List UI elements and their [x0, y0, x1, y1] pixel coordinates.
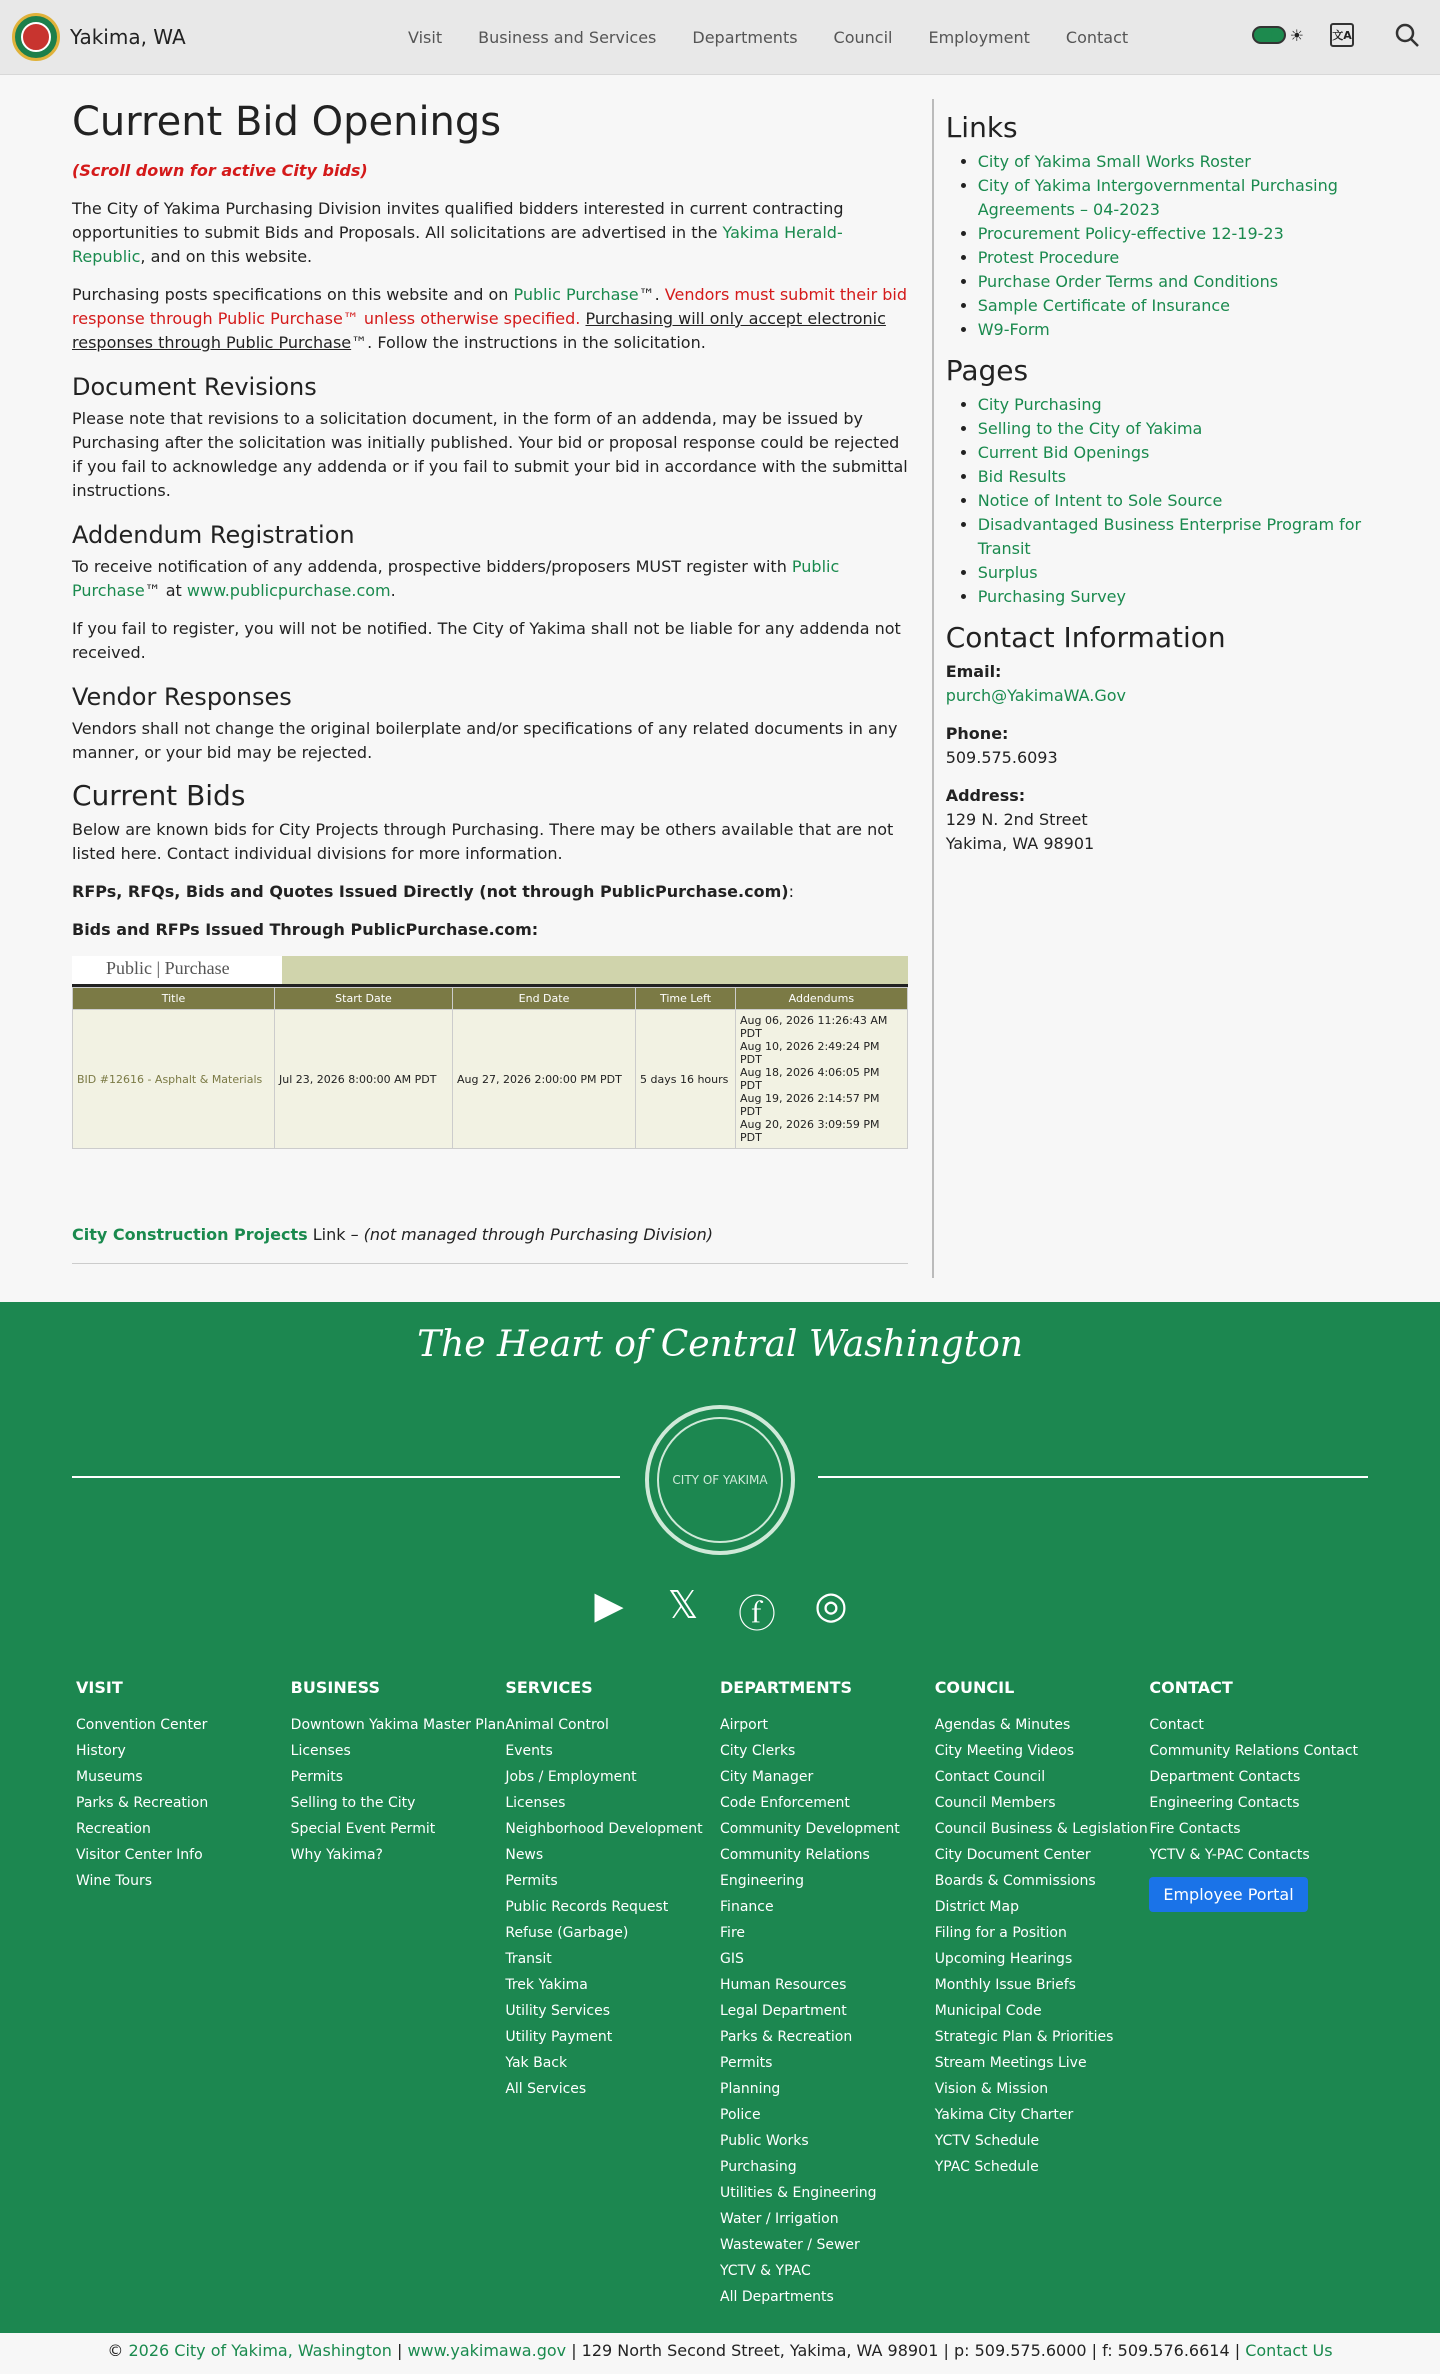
footer-link[interactable]: Licenses — [290, 1743, 351, 1759]
footer-link[interactable]: Recreation — [76, 1821, 151, 1837]
register-warning: If you fail to register, you will not be notified. The City of Yakima shall not be liable for any addenda not received. — [72, 619, 901, 662]
footer-link[interactable]: City Document Center — [934, 1847, 1091, 1863]
page-title: Current Bid Openings — [72, 99, 502, 145]
footer-link[interactable]: Contact Council — [934, 1769, 1046, 1785]
footer-link[interactable]: Permits — [290, 1769, 344, 1785]
list-item: • Disadvantaged Business Enterprise Program for Transit — [978, 513, 1368, 561]
pages-heading: Pages — [945, 354, 1029, 387]
email-block: Email: purch@YakimaWA.Gov — [945, 662, 1126, 705]
intro-paragraph: The City of Yakima Purchasing Division invites qualified bidders interested in current contracting opportunities to submit Bids and Proposals. All solicitations are advertised in the Yakima Herald-Republic, and on this website. — [72, 199, 844, 266]
rfp-publicpurchase: Bids and RFPs Issued Through PublicPurchase.com: — [72, 920, 539, 939]
footer-link[interactable]: Community Relations Contact — [1149, 1743, 1359, 1759]
public-purchase-widget-header — [72, 956, 908, 984]
theme-toggle[interactable] — [1252, 26, 1286, 44]
footer-link[interactable]: Trek Yakima — [505, 1977, 588, 1993]
footer-link[interactable]: YCTV & Y-PAC Contacts — [1149, 1847, 1310, 1863]
footer-link[interactable]: Purchasing — [720, 2159, 797, 2175]
current-bids-text: Below are known bids for City Projects through Purchasing. There may be others available that are not listed here. Contact individual divisions for more information. — [72, 820, 894, 863]
website-link[interactable]: www.yakimawa.gov — [407, 2341, 567, 2360]
site-header — [0, 0, 1440, 75]
footer-link[interactable]: Jobs / Employment — [505, 1769, 637, 1785]
footer-link[interactable]: Department Contacts — [1149, 1769, 1301, 1785]
footer-link[interactable]: Agendas & Minutes — [934, 1717, 1071, 1733]
instagram-icon[interactable]: ◎ — [814, 1583, 848, 1627]
footer-col-business: BUSINESS Downtown Yakima Master Plan Licenses Permits Selling to the City Special Event Permit Why Yakima? — [290, 1678, 506, 1863]
footer-link[interactable]: Events — [505, 1743, 553, 1759]
footer-link[interactable]: Airport — [720, 1717, 768, 1733]
list-item: • Purchasing Survey — [978, 585, 1368, 609]
site-footer — [0, 1302, 1440, 2374]
footer-link[interactable]: Community Development — [720, 1821, 900, 1837]
footer-link[interactable]: Municipal Code — [934, 2003, 1042, 2019]
footer-link[interactable]: Museums — [76, 1769, 143, 1785]
bid-start: Jul 23, 2026 8:00:00 AM PDT — [275, 1010, 453, 1149]
rfp-direct: RFPs, RFQs, Bids and Quotes Issued Directly (not through PublicPurchase.com): — [72, 882, 794, 901]
facebook-icon[interactable]: ⓕ — [737, 1592, 776, 1636]
content — [72, 99, 920, 1278]
tagline: The Heart of Central Washington — [417, 1324, 1023, 1365]
public-purchase-logo: Public | Purchase — [72, 956, 282, 984]
footer-link[interactable]: Legal Department — [720, 2003, 847, 2019]
footer-link[interactable]: Permits — [720, 2055, 773, 2071]
footer-link[interactable]: Filing for a Position — [934, 1925, 1067, 1941]
footer-link[interactable]: Downtown Yakima Master Plan — [290, 1717, 506, 1733]
footer-link[interactable]: Convention Center — [76, 1717, 208, 1733]
list-item: • Purchase Order Terms and Conditions — [978, 270, 1368, 294]
footer-link[interactable]: Why Yakima? — [290, 1847, 383, 1863]
nav-visit[interactable]: Visit — [408, 28, 443, 47]
footer-link[interactable]: Utilities & Engineering — [720, 2185, 877, 2201]
footer-link[interactable]: Stream Meetings Live — [934, 2055, 1087, 2071]
list-item: • Bid Results — [978, 465, 1368, 489]
footer-link[interactable]: Boards & Commissions — [934, 1873, 1096, 1889]
footer-link[interactable]: Animal Control — [505, 1717, 609, 1733]
public-purchase-link[interactable]: Public Purchase — [513, 285, 639, 304]
vendor-text: Vendors shall not change the original boilerplate and/or specifications of any related documents in any manner, or your bid may be rejected. — [72, 719, 898, 762]
footer-link[interactable]: Utility Payment — [505, 2029, 613, 2045]
footer-columns — [0, 1678, 1440, 2313]
footer-link[interactable]: All Departments — [720, 2289, 834, 2305]
list-item: • Procurement Policy-effective 12-19-23 — [978, 222, 1368, 246]
footer-link[interactable]: City Manager — [720, 1769, 814, 1785]
footer-link[interactable]: Fire Contacts — [1149, 1821, 1241, 1837]
nav-business[interactable]: Business and Services — [478, 28, 657, 47]
nav-council[interactable]: Council — [833, 28, 893, 47]
addendum-text: To receive notification of any addenda, prospective bidders/proposers MUST register with Public Purchase™ at www.publicpurchase.com. — [72, 557, 840, 600]
list-item: • Protest Procedure — [978, 246, 1368, 270]
col-title: Title — [73, 988, 275, 1010]
footer-link[interactable]: Planning — [720, 2081, 781, 2097]
footer-link[interactable]: Engineering — [720, 1873, 805, 1889]
col-time-left: Time Left — [636, 988, 736, 1010]
public-purchase-paragraph: Purchasing posts specifications on this website and on Public Purchase™. Vendors must submit their bid response through Public Purchase™ unless otherwise specified. Purchasing will only accept electronic responses through Public Purchase™. Follow the instructions in the solicitation. — [72, 285, 907, 352]
footer-link[interactable]: News — [505, 1847, 544, 1863]
footer-link[interactable]: Yak Back — [505, 2055, 568, 2071]
vendor-heading: Vendor Responses — [72, 683, 292, 711]
footer-col-contact: CONTACT Contact Community Relations Contact Department Contacts Engineering Contacts Fire Contacts YCTV & Y-PAC Contacts Employee Portal — [1149, 1678, 1364, 2313]
footer-link[interactable]: Code Enforcement — [720, 1795, 850, 1811]
sun-icon: ☀ — [1289, 25, 1304, 45]
footer-link[interactable]: Wine Tours — [76, 1873, 153, 1889]
list-item: • City of Yakima Intergovernmental Purchasing Agreements – 04-2023 — [978, 174, 1368, 222]
footer-link[interactable]: City Clerks — [720, 1743, 796, 1759]
site-title[interactable]: Yakima, WA — [70, 25, 186, 49]
publicpurchase-url-link[interactable]: www.publicpurchase.com — [186, 581, 391, 600]
social-links — [0, 1583, 1440, 1638]
copyright-link[interactable]: 2026 City of Yakima, Washington — [128, 2341, 392, 2360]
footer-link[interactable]: Council Business & Legislation — [934, 1821, 1148, 1837]
public-purchase-link-2[interactable]: Public Purchase — [72, 557, 840, 600]
footer-link[interactable]: History — [76, 1743, 126, 1759]
footer-link[interactable]: Fire — [720, 1925, 746, 1941]
footer-link[interactable]: Contact — [1149, 1717, 1204, 1733]
nav-departments[interactable]: Departments — [692, 28, 798, 47]
doc-revisions-heading: Document Revisions — [72, 373, 317, 401]
footer-link[interactable]: Human Resources — [720, 1977, 847, 1993]
footer-link[interactable]: Monthly Issue Briefs — [934, 1977, 1076, 1993]
footer-link[interactable]: YCTV & YPAC — [720, 2263, 811, 2279]
footer-link[interactable]: District Map — [934, 1899, 1019, 1915]
col-end: End Date — [453, 988, 636, 1010]
footer-link[interactable]: Engineering Contacts — [1149, 1795, 1300, 1811]
nav-employment[interactable]: Employment — [928, 28, 1030, 47]
bid-end: Aug 27, 2026 2:00:00 PM PDT — [453, 1010, 636, 1149]
search-icon[interactable] — [1394, 22, 1420, 48]
list-item: • Notice of Intent to Sole Source — [978, 489, 1368, 513]
footer-link[interactable]: Yakima City Charter — [934, 2107, 1074, 2123]
main-nav — [408, 0, 1164, 75]
list-item: • City Purchasing — [978, 393, 1368, 417]
footer-link[interactable]: Permits — [505, 1873, 558, 1889]
footer-link[interactable]: Public Works — [720, 2133, 809, 2149]
footer-link[interactable]: City Meeting Videos — [934, 1743, 1074, 1759]
footer-link[interactable]: YPAC Schedule — [934, 2159, 1039, 2175]
footer-link[interactable]: GIS — [720, 1951, 744, 1967]
footer-link[interactable]: All Services — [505, 2081, 587, 2097]
footer-link[interactable]: Refuse (Garbage) — [505, 1925, 629, 1941]
city-seal: CITY OF YAKIMA — [645, 1405, 795, 1555]
list-item: • Current Bid Openings — [978, 441, 1368, 465]
nav-contact[interactable]: Contact — [1065, 28, 1129, 47]
footer-link[interactable]: Council Members — [934, 1795, 1056, 1811]
footer-link[interactable]: Public Records Request — [505, 1899, 669, 1915]
x-icon[interactable]: 𝕏 — [667, 1583, 699, 1627]
footer-link[interactable]: Licenses — [505, 1795, 566, 1811]
current-bids-heading: Current Bids — [72, 779, 246, 812]
footer-link[interactable]: Finance — [720, 1899, 774, 1915]
phone-block: Phone: 509.575.6093 — [945, 724, 1058, 767]
links-heading: Links — [945, 111, 1018, 144]
footer-link[interactable]: Neighborhood Development — [505, 1821, 703, 1837]
employee-portal-button[interactable]: Employee Portal — [1149, 1877, 1307, 1912]
list-item: • Sample Certificate of Insurance — [978, 294, 1368, 318]
footer-link[interactable]: Wastewater / Sewer — [720, 2237, 860, 2253]
list-item: • Selling to the City of Yakima — [978, 417, 1368, 441]
list-item: • W9-Form — [978, 318, 1368, 342]
bid-title-link[interactable]: BID #12616 - Asphalt & Materials — [73, 1010, 275, 1149]
links-list — [946, 150, 1368, 342]
herald-link[interactable]: Yakima Herald-Republic — [72, 223, 843, 266]
pages-list — [946, 393, 1368, 609]
bid-addenda: Aug 06, 2026 11:26:43 AM PDT Aug 10, 2026 2:49:24 PM PDT Aug 18, 2026 4:06:05 PM PDT Aug 19, 2026 2:14:57 PM PDT Aug 20, 2026 3:09:59 PM PDT — [736, 1010, 908, 1149]
footer-link[interactable]: Parks & Recreation — [720, 2029, 853, 2045]
contact-us-link[interactable]: Contact Us — [1245, 2341, 1333, 2360]
construction-line: City Construction Projects Link – (not managed through Purchasing Division) — [72, 1223, 908, 1264]
bid-time-left: 5 days 16 hours — [636, 1010, 736, 1149]
construction-link[interactable]: City Construction Projects — [72, 1225, 308, 1244]
footer-link[interactable]: Parks & Recreation — [76, 1795, 209, 1811]
footer-link[interactable]: Community Relations — [720, 1847, 870, 1863]
youtube-icon[interactable]: ▶ — [594, 1583, 624, 1627]
footer-link[interactable]: Strategic Plan & Priorities — [934, 2029, 1114, 2045]
footer-col-visit: VISIT Convention Center History Museums Parks & Recreation Recreation Visitor Center Info Wine Tours — [76, 1678, 291, 2313]
footer-link[interactable]: Water / Irrigation — [720, 2211, 839, 2227]
footer-col-council: COUNCIL Agendas & Minutes City Meeting Videos Contact Council Council Members Council Business & Legislation City Document Center Boards & Commissions District Map Filing for a Position Upcoming Hearings Monthly Issue Briefs Municipal Code Strategic Plan & Priorities Stream Meetings Live Vision & Mission Yakima City Charter YCTV Schedule YPAC Schedule — [934, 1678, 1148, 2175]
email-link[interactable]: purch@YakimaWA.Gov — [945, 686, 1126, 705]
footer-link[interactable]: YCTV Schedule — [934, 2133, 1040, 2149]
col-start: Start Date — [275, 988, 453, 1010]
footer-link[interactable]: Selling to the City — [290, 1795, 416, 1811]
address-block: Address: 129 N. 2nd Street Yakima, WA 98901 — [945, 786, 1095, 853]
copyright-bar: © 2026 City of Yakima, Washington | www.yakimawa.gov | 129 North Second Street, Yakima, WA 98901 | p: 509.575.6000 | f: 509.576.6614 | Contact Us — [0, 2333, 1440, 2374]
doc-revisions-text: Please note that revisions to a solicitation document, in the form of an addenda, may be issued by Purchasing after the solicitation was initially published. Your bid or proposal response could be rejected if you fail to acknowledge any addenda or if you fail to submit your bid in accordance with the submittal instructions. — [72, 409, 908, 500]
col-addendums: Addendums — [736, 988, 908, 1010]
footer-link[interactable]: Police — [720, 2107, 761, 2123]
list-item: • City of Yakima Small Works Roster — [978, 150, 1368, 174]
footer-link[interactable]: Visitor Center Info — [76, 1847, 203, 1863]
table-row[interactable] — [73, 1010, 908, 1149]
footer-col-services: SERVICES Animal Control Events Jobs / Employment Licenses Neighborhood Development News Permits Public Records Request Refuse (Garbage) Transit Trek Yakima Utility Services Utility Payment Yak Back All Services — [505, 1678, 720, 2313]
translate-icon[interactable]: 文A — [1330, 23, 1354, 47]
footer-link[interactable]: Utility Services — [505, 2003, 611, 2019]
contact-heading: Contact Information — [945, 621, 1226, 654]
footer-link[interactable]: Special Event Permit — [290, 1821, 436, 1837]
scroll-note: (Scroll down for active City bids) — [72, 161, 368, 180]
list-item: • Surplus — [978, 561, 1368, 585]
footer-link[interactable]: Upcoming Hearings — [934, 1951, 1073, 1967]
footer-col-departments: DEPARTMENTS Airport City Clerks City Manager Code Enforcement Community Development Community Relations Engineering Finance Fire GIS Human Resources Legal Department Parks & Recreation Permits Planning Police Public Works Purchasing Utilities & Engineering Water / Irrigation Wastewater / Sewer YCTV & YPAC All Departments — [720, 1678, 935, 2313]
footer-link[interactable]: Transit — [505, 1951, 552, 1967]
addendum-heading: Addendum Registration — [72, 521, 355, 549]
sidebar — [932, 99, 1368, 1278]
city-logo[interactable] — [12, 13, 60, 61]
footer-link[interactable]: Vision & Mission — [934, 2081, 1049, 2097]
bids-table — [72, 987, 908, 1149]
